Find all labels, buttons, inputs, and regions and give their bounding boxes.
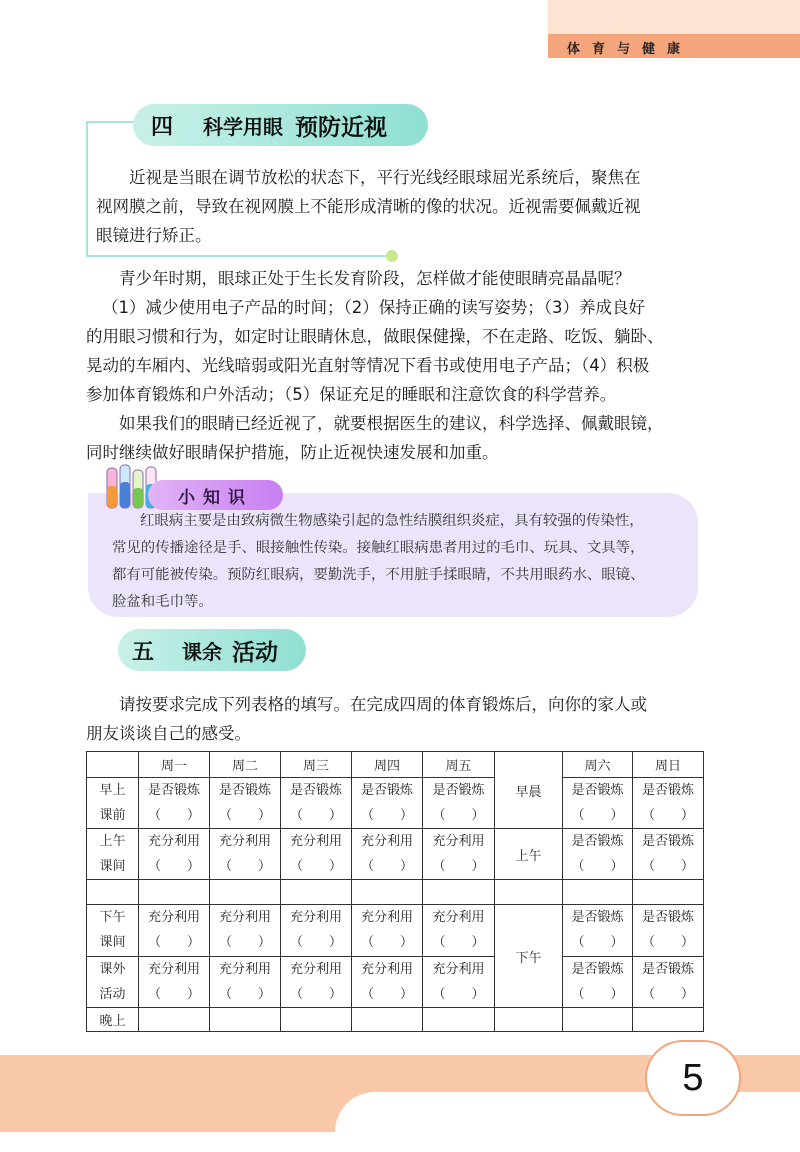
weekend-header: 周六 — [563, 752, 633, 778]
table-cell[interactable] — [563, 1008, 633, 1032]
table-cell[interactable] — [633, 905, 704, 957]
cell-blank: （ ） — [360, 935, 413, 950]
body-line: 如果我们的眼睛已经近视了，就要根据医生的建议，科学选择、佩戴眼镜， — [119, 414, 664, 433]
section4-intro — [96, 163, 716, 250]
empty-cell — [87, 880, 139, 905]
cell-prompt: 是否锻炼 — [432, 783, 485, 798]
cell-prompt: 充分利用 — [432, 834, 485, 849]
table-cell[interactable] — [352, 905, 423, 957]
table-cell[interactable] — [423, 957, 495, 1008]
section5-title-part2: 活动 — [232, 639, 279, 666]
table-cell[interactable] — [563, 905, 633, 957]
cell-blank: （ ） — [289, 987, 342, 1002]
frame-dot — [386, 250, 398, 262]
cell-prompt: 是否锻炼 — [571, 783, 624, 798]
row-label — [87, 957, 139, 1008]
side-label-text: 下午 — [515, 950, 542, 966]
cell-prompt: 是否锻炼 — [147, 783, 200, 798]
table-cell[interactable] — [563, 778, 633, 829]
cell-prompt: 是否锻炼 — [641, 910, 694, 925]
cell-prompt: 充分利用 — [218, 910, 271, 925]
table-cell[interactable] — [352, 778, 423, 829]
tip-title — [148, 480, 283, 510]
frame-bottom-line — [86, 255, 392, 257]
table-cell[interactable] — [352, 1008, 423, 1032]
table-cell[interactable] — [633, 1008, 704, 1032]
cell-blank: （ ） — [432, 987, 485, 1002]
section5-number: 五 — [132, 639, 155, 665]
cell-prompt: 充分利用 — [432, 962, 485, 977]
table-cell[interactable] — [563, 957, 633, 1008]
row-label — [87, 829, 139, 880]
cell-prompt: 充分利用 — [289, 962, 342, 977]
weekday-header: 周四 — [352, 752, 423, 778]
tip-text — [112, 508, 687, 616]
table-cell[interactable] — [210, 829, 281, 880]
weekday-header: 周三 — [281, 752, 352, 778]
body-text — [86, 264, 716, 467]
cell-blank: （ ） — [360, 859, 413, 874]
cell-prompt: 充分利用 — [432, 910, 485, 925]
cell-blank: （ ） — [360, 808, 413, 823]
section5-title-part1: 课余 — [182, 639, 223, 664]
row-label-line: 课间 — [99, 859, 126, 874]
cell-blank: （ ） — [218, 987, 271, 1002]
row-label-line: 课前 — [99, 808, 126, 823]
cell-blank: （ ） — [571, 859, 624, 874]
cell-prompt: 是否锻炼 — [571, 962, 624, 977]
cell-blank: （ ） — [571, 808, 624, 823]
cell-prompt: 充分利用 — [360, 910, 413, 925]
cell-blank: （ ） — [289, 808, 342, 823]
table-cell[interactable] — [281, 829, 352, 880]
cell-blank: （ ） — [218, 808, 271, 823]
body-line: 的用眼习惯和行为，如定时让眼睛休息，做眼保健操，不在走路、吃饭、躺卧、 — [86, 327, 664, 346]
header-bar — [548, 0, 800, 58]
table-cell[interactable] — [210, 957, 281, 1008]
cell-prompt: 充分利用 — [147, 962, 200, 977]
cell-blank: （ ） — [432, 808, 485, 823]
empty-cell — [281, 880, 352, 905]
tip-line: 都有可能被传染。预防红眼病，要勤洗手，不用脏手揉眼睛，不共用眼药水、眼镜、 — [112, 567, 645, 583]
frame-left-line — [86, 121, 88, 256]
instruction-line: 请按要求完成下列表格的填写。在完成四周的体育锻炼后，向你的家人或 — [119, 695, 647, 714]
cell-prompt: 充分利用 — [147, 834, 200, 849]
cell-blank: （ ） — [218, 935, 271, 950]
section4-title-part2: 预防近视 — [295, 114, 388, 141]
cell-prompt: 是否锻炼 — [218, 783, 271, 798]
row-label-line: 晚上 — [99, 1014, 126, 1029]
body-line: 同时继续做好眼睛保护措施，防止近视快速发展和加重。 — [86, 443, 499, 462]
row-label-line: 活动 — [99, 987, 126, 1002]
cell-blank: （ ） — [641, 935, 694, 950]
table-cell[interactable] — [139, 957, 210, 1008]
row-label-line: 下午 — [99, 910, 126, 925]
cell-prompt: 充分利用 — [147, 910, 200, 925]
cell-blank: （ ） — [641, 987, 694, 1002]
intro-line: 眼镜进行矫正。 — [96, 226, 212, 245]
section4-number: 四 — [151, 114, 174, 140]
weekday-header: 周二 — [210, 752, 281, 778]
tip-title-label: 小知识 — [178, 487, 253, 508]
table-cell[interactable] — [210, 1008, 281, 1032]
empty-cell — [495, 880, 563, 905]
weekday-header: 周五 — [423, 752, 495, 778]
cell-blank: （ ） — [641, 808, 694, 823]
cell-blank: （ ） — [641, 859, 694, 874]
row-label — [87, 778, 139, 829]
weekday-header: 周一 — [139, 752, 210, 778]
cell-prompt: 是否锻炼 — [571, 910, 624, 925]
section5-title — [118, 629, 306, 671]
cell-blank: （ ） — [360, 987, 413, 1002]
cell-blank: （ ） — [432, 859, 485, 874]
intro-line: 近视是当眼在调节放松的状态下，平行光线经眼球屈光系统后，聚焦在 — [129, 168, 641, 187]
row-label-line: 课间 — [99, 935, 126, 950]
table-cell[interactable] — [352, 957, 423, 1008]
table-cell[interactable] — [139, 829, 210, 880]
cell-blank: （ ） — [218, 859, 271, 874]
cell-blank: （ ） — [289, 859, 342, 874]
exercise-schedule-table — [86, 751, 704, 1032]
table-cell[interactable] — [633, 778, 704, 829]
row-label-line: 课外 — [99, 962, 126, 977]
cell-prompt: 充分利用 — [360, 834, 413, 849]
cell-prompt: 是否锻炼 — [289, 783, 342, 798]
cell-blank: （ ） — [147, 808, 200, 823]
table-cell[interactable] — [563, 829, 633, 880]
empty-cell — [352, 880, 423, 905]
cell-prompt: 是否锻炼 — [571, 834, 624, 849]
table-cell[interactable] — [633, 957, 704, 1008]
empty-cell — [633, 880, 704, 905]
section4-title — [133, 104, 428, 146]
cell-blank: （ ） — [571, 987, 624, 1002]
body-line: 青少年时期，眼球正处于生长发育阶段，怎样做才能使眼睛亮晶晶呢？ — [119, 269, 631, 288]
table-cell[interactable] — [352, 829, 423, 880]
intro-line: 视网膜之前，导致在视网膜上不能形成清晰的像的状况。近视需要佩戴近视 — [96, 197, 641, 216]
tip-line: 红眼病主要是由致病微生物感染引起的急性结膜组织炎症，具有较强的传染性， — [140, 513, 644, 529]
corner-cell — [87, 752, 139, 778]
side-label — [495, 905, 563, 1008]
table-cell[interactable] — [139, 1008, 210, 1032]
section4-title-part1: 科学用眼 — [203, 114, 284, 139]
side-label-text: 早晨 — [515, 784, 542, 800]
table-cell[interactable] — [281, 957, 352, 1008]
table-cell[interactable] — [210, 905, 281, 957]
body-line: 参加体育锻炼和户外活动；（5）保证充足的睡眠和注意饮食的科学营养。 — [86, 385, 617, 404]
cell-blank: （ ） — [147, 987, 200, 1002]
weekend-header: 周日 — [633, 752, 704, 778]
table-cell[interactable] — [423, 778, 495, 829]
cell-blank: （ ） — [147, 935, 200, 950]
table-cell[interactable] — [423, 829, 495, 880]
table-cell[interactable] — [633, 829, 704, 880]
table-cell[interactable] — [281, 1008, 352, 1032]
body-line: （1）减少使用电子产品的时间；（2）保持正确的读写姿势；（3）养成良好 — [102, 298, 645, 317]
table-cell[interactable] — [495, 1008, 563, 1032]
table-cell[interactable] — [281, 778, 352, 829]
table-cell[interactable] — [139, 905, 210, 957]
empty-cell — [139, 880, 210, 905]
cell-blank: （ ） — [432, 935, 485, 950]
empty-cell — [563, 880, 633, 905]
instruction-line: 朋友谈谈自己的感受。 — [86, 724, 251, 743]
table-cell[interactable] — [423, 1008, 495, 1032]
cell-prompt: 充分利用 — [218, 834, 271, 849]
cell-prompt: 充分利用 — [218, 962, 271, 977]
cell-prompt: 是否锻炼 — [641, 834, 694, 849]
cell-prompt: 充分利用 — [360, 962, 413, 977]
cell-blank: （ ） — [571, 935, 624, 950]
side-label — [495, 752, 563, 829]
cell-blank: （ ） — [289, 935, 342, 950]
cell-blank: （ ） — [147, 859, 200, 874]
cell-prompt: 充分利用 — [289, 910, 342, 925]
table-cell[interactable] — [281, 905, 352, 957]
cell-prompt: 是否锻炼 — [360, 783, 413, 798]
body-line: 晃动的车厢内、光线暗弱或阳光直射等情况下看书或使用电子产品；（4）积极 — [86, 356, 650, 375]
cell-prompt: 是否锻炼 — [641, 783, 694, 798]
empty-cell — [210, 880, 281, 905]
side-label — [495, 829, 563, 880]
tip-line: 常见的传播途径是手、眼接触性传染。接触红眼病患者用过的毛巾、玩具、文具等， — [112, 540, 645, 556]
row-label-line: 上午 — [99, 834, 126, 849]
row-label-line: 早上 — [99, 783, 126, 798]
row-label — [87, 905, 139, 957]
empty-cell — [423, 880, 495, 905]
section5-instructions — [86, 690, 716, 748]
page-number: 5 — [645, 1040, 741, 1116]
subject-label: 体育与健康 — [566, 42, 692, 57]
cell-prompt: 充分利用 — [289, 834, 342, 849]
table-cell[interactable] — [139, 778, 210, 829]
side-label-text: 上午 — [515, 848, 542, 864]
cell-prompt: 是否锻炼 — [641, 962, 694, 977]
table-cell[interactable] — [423, 905, 495, 957]
table-cell[interactable] — [210, 778, 281, 829]
row-label — [87, 1008, 139, 1032]
tip-line: 脸盆和毛巾等。 — [112, 594, 213, 610]
